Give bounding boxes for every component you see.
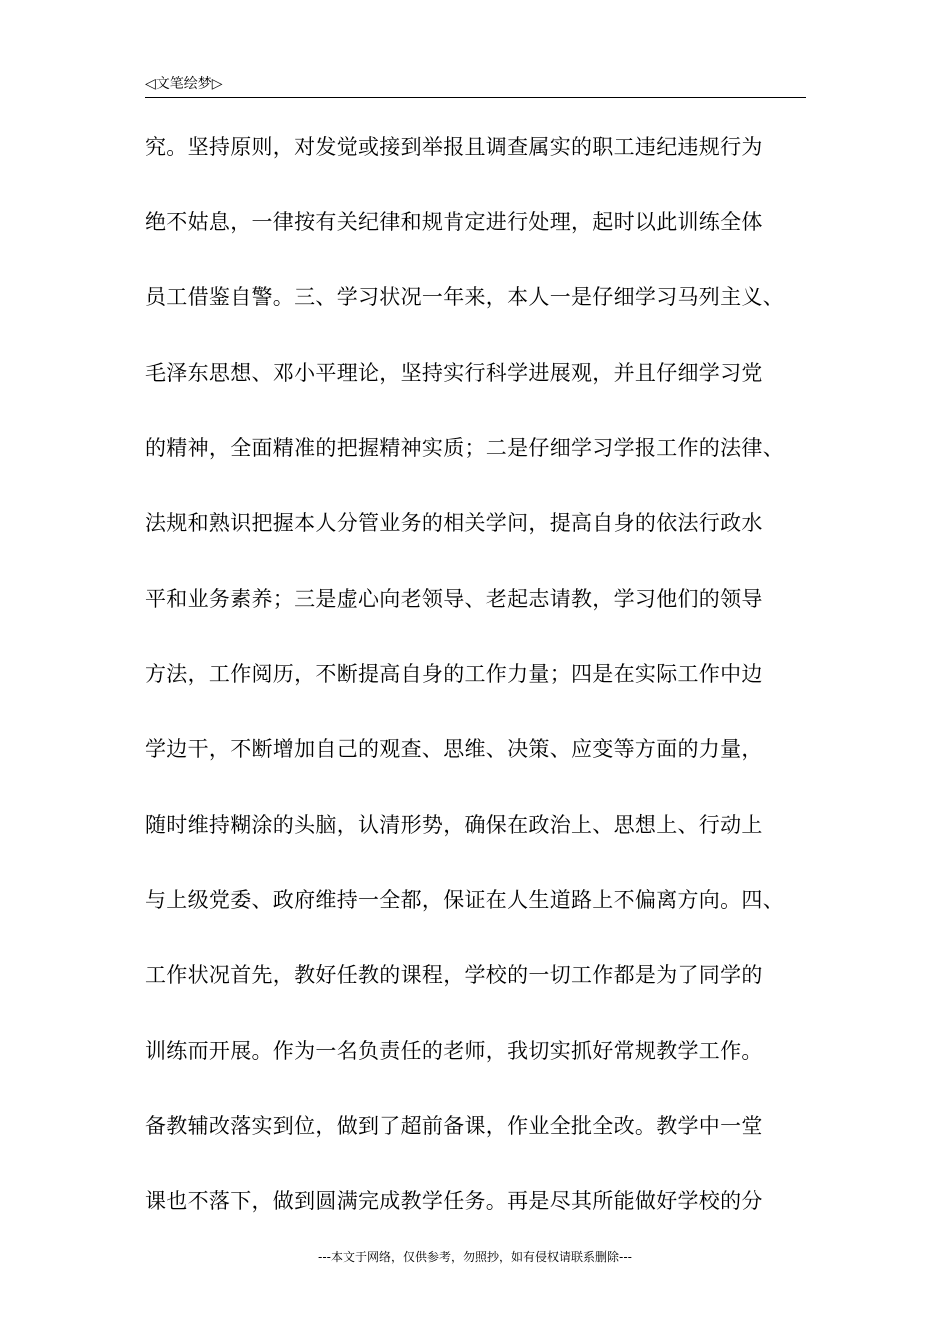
body-line: 毛泽东思想、邓小平理论，坚持实行科学进展观，并且仔细学习党 [145,361,763,385]
body-line: 法规和熟识把握本人分管业务的相关学问，提高自身的依法行政水 [145,511,763,535]
body-line: 究。坚持原则，对发觉或接到举报且调查属实的职工违纪违规行为 [145,135,763,159]
body-line: 工作状况首先，教好任教的课程，学校的一切工作都是为了同学的 [145,963,763,987]
body-line: 随时维持糊涂的头脑，认清形势，确保在政治上、思想上、行动上 [145,813,763,837]
body-line: 的精神，全面精准的把握精神实质；二是仔细学习学报工作的法律、 [145,436,784,460]
header-divider [145,97,806,98]
page-header [145,74,806,96]
body-line: 学边干，不断增加自己的观查、思维、决策、应变等方面的力量， [145,737,763,761]
body-line: 备教辅改落实到位，做到了超前备课，作业全批全改。教学中一堂 [145,1114,763,1138]
body-line: 平和业务素养；三是虚心向老领导、老起志请教，学习他们的领导 [145,587,763,611]
body-line: 与上级党委、政府维持一全都，保证在人生道路上不偏离方向。四、 [145,888,784,912]
body-line: 员工借鉴自警。三、学习状况一年来，本人一是仔细学习马列主义、 [145,285,784,309]
body-line: 课也不落下，做到圆满完成教学任务。再是尽其所能做好学校的分 [145,1189,763,1213]
page-footer-note: ---本文于网络，仅供参考，勿照抄，如有侵权请联系删除--- [318,1250,632,1264]
body-line: 方法，工作阅历，不断提高自身的工作力量；四是在实际工作中边 [145,662,763,686]
body-line: 训练而开展。作为一名负责任的老师，我切实抓好常规教学工作。 [145,1039,763,1063]
header-title: ◁文笔绘梦▷ [145,76,223,92]
body-line: 绝不姑息，一律按有关纪律和规肯定进行处理，起时以此训练全体 [145,210,763,234]
